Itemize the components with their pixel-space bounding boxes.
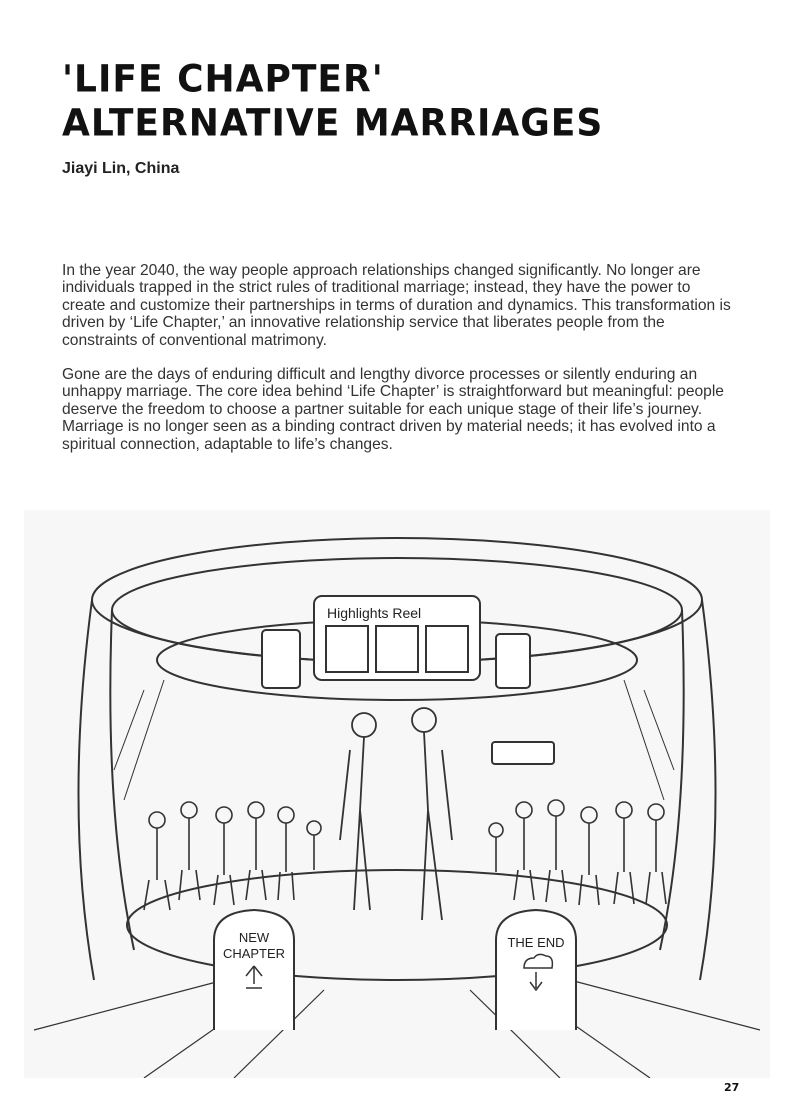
door-new-chapter-line2: CHAPTER [222,946,286,961]
door-the-end-label: THE END [507,935,565,950]
illustration [24,510,770,1078]
title-line-1: 'LIFE CHAPTER' [62,57,384,101]
paragraph: Gone are the days of enduring difficult and lengthy divorce processes or silently enduring an unhappy marriage. The core idea behind ‘Life Chapter’ is straightforward but meaningful: people deserve the freedom to choose a partner suitable for each unique stage of their life’s journey. Marriage is no longer seen as a binding contract driven by material needs; it has evolved into a spiritual connection, adaptable to life’s changes. [62,366,724,453]
article-title [62,58,603,146]
author-byline: Jiayi Lin, China [62,160,180,177]
dome-stage-drawing [24,510,770,1078]
article-body [62,262,732,470]
paragraph: In the year 2040, the way people approach relationships changed significantly. No longer are individuals trapped in the strict rules of traditional marriage; instead, they have the power to create and customize their partnerships in terms of duration and dynamics. This transformation is driven by ‘Life Chapter,’ an innovative relationship service that liberates people from the constraints of conventional matrimony. [62,262,731,349]
page-number: 27 [724,1081,740,1094]
screen-label: Highlights Reel [327,605,422,621]
door-new-chapter-line1: NEW [238,930,270,945]
title-line-2: ALTERNATIVE MARRIAGES [62,102,604,146]
